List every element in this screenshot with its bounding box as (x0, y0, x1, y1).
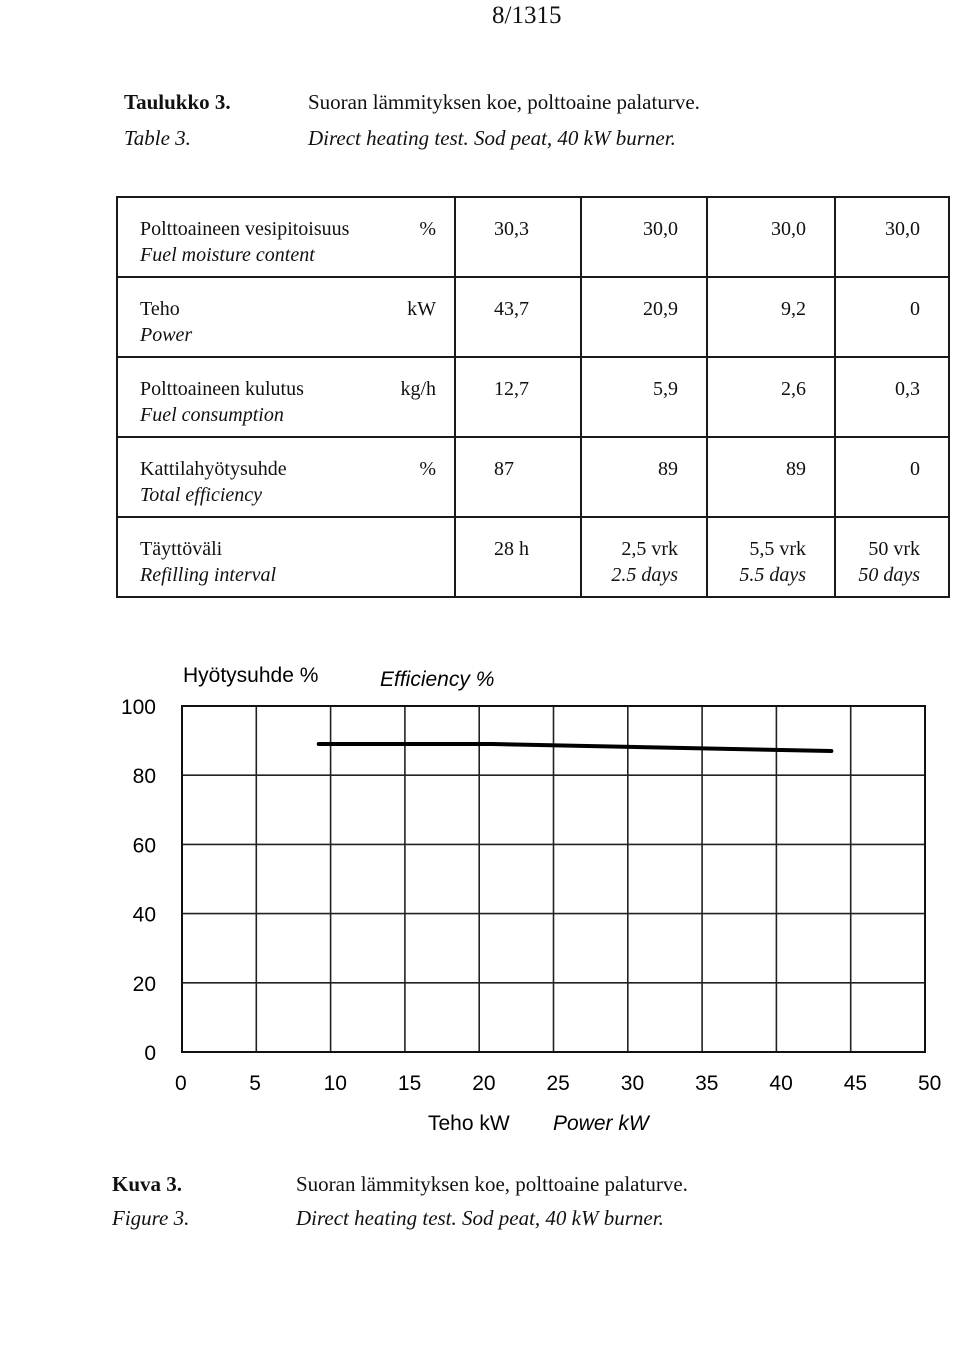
table-row (117, 357, 949, 437)
page-number: 8/1315 (492, 2, 562, 29)
figure-caption-label-en: Figure 3. (112, 1206, 190, 1230)
cell-value: 2,5 vrk (621, 538, 678, 560)
efficiency-series-line (319, 744, 832, 751)
x-tick-label: 45 (843, 1072, 868, 1095)
x-axis-label-en: Power kW (553, 1112, 649, 1135)
table-cell (707, 357, 835, 437)
table-cell (835, 197, 949, 277)
table-cell (581, 277, 707, 357)
efficiency-data-point (317, 742, 321, 746)
cell-value: 0,3 (895, 378, 920, 400)
row-label-cell (117, 437, 455, 517)
row-unit: % (419, 458, 436, 480)
row-label-fi: Polttoaineen kulutus (140, 378, 304, 400)
table-row (117, 517, 949, 597)
table-caption-text-fi: Suoran lämmityksen koe, polttoaine palaturve. (308, 90, 700, 114)
efficiency-data-point (491, 742, 495, 746)
table-cell (707, 277, 835, 357)
cell-value: 87 (494, 458, 514, 480)
cell-value: 5,9 (653, 378, 678, 400)
row-label-en: Total efficiency (140, 484, 263, 506)
table-cell (835, 517, 949, 597)
table-row (117, 197, 949, 277)
y-tick-label: 100 (120, 696, 156, 719)
y-tick-label: 40 (132, 903, 156, 927)
cell-value: 89 (786, 458, 806, 480)
x-tick-label: 15 (397, 1072, 422, 1095)
row-label-cell (117, 517, 455, 597)
x-tick-label: 30 (620, 1072, 645, 1095)
row-label-en: Fuel moisture content (140, 244, 315, 266)
x-tick-label: 0 (175, 1072, 187, 1095)
table-caption-label-en: Table 3. (124, 126, 191, 150)
x-tick-label: 50 (918, 1072, 942, 1095)
x-tick-label: 5 (249, 1072, 261, 1095)
row-label-fi: Teho (140, 298, 180, 320)
cell-value: 89 (658, 458, 678, 480)
figure-caption-text-en: Direct heating test. Sod peat, 40 kW burner. (296, 1206, 664, 1230)
row-label-cell (117, 197, 455, 277)
efficiency-data-point (829, 749, 833, 753)
row-label-cell (117, 277, 455, 357)
table-cell (835, 437, 949, 517)
chart-title-fi: Hyötysuhde % (183, 664, 319, 687)
table-cell (455, 517, 581, 597)
x-tick-label: 20 (472, 1072, 496, 1095)
table-cell (835, 277, 949, 357)
row-label-en: Refilling interval (140, 564, 277, 586)
x-tick-label: 35 (695, 1072, 719, 1095)
cell-value: 50 vrk (868, 538, 920, 560)
x-tick-label: 25 (546, 1072, 570, 1095)
data-table (116, 196, 950, 598)
table-cell (707, 197, 835, 277)
cell-value: 30,0 (643, 218, 678, 240)
cell-value-en: 2.5 days (611, 564, 678, 586)
cell-value: 30,0 (885, 218, 920, 240)
table-cell (455, 437, 581, 517)
table-cell (581, 437, 707, 517)
y-tick-label: 80 (132, 765, 156, 789)
y-tick-label: 20 (132, 972, 156, 996)
figure-caption-label-fi: Kuva 3. (112, 1172, 183, 1196)
table-cell (455, 277, 581, 357)
table-caption-text-en: Direct heating test. Sod peat, 40 kW burner. (308, 126, 676, 150)
cell-value: 30,0 (771, 218, 806, 240)
cell-value: 43,7 (494, 298, 529, 320)
cell-value: 9,2 (781, 298, 806, 320)
row-label-fi: Täyttöväli (140, 538, 223, 560)
cell-value: 30,3 (494, 218, 529, 240)
row-label-fi: Polttoaineen vesipitoisuus (140, 218, 350, 240)
x-axis-label-fi: Teho kW (428, 1112, 510, 1135)
table-cell (581, 517, 707, 597)
row-label-cell (117, 357, 455, 437)
cell-value: 5,5 vrk (749, 538, 806, 560)
row-unit: kW (407, 298, 436, 320)
row-label-fi: Kattilahyötysuhde (140, 458, 287, 480)
cell-value: 0 (910, 298, 920, 320)
chart-title-en: Efficiency % (380, 668, 495, 691)
cell-value: 28 h (494, 538, 529, 560)
table-caption-label-fi: Taulukko 3. (124, 90, 231, 114)
table-cell (455, 357, 581, 437)
table-cell (707, 437, 835, 517)
y-tick-label: 0 (144, 1042, 156, 1065)
table-cell (455, 197, 581, 277)
table-cell (835, 357, 949, 437)
cell-value: 2,6 (781, 378, 806, 400)
table-row (117, 437, 949, 517)
efficiency-chart (0, 640, 960, 1160)
row-unit: % (419, 218, 436, 240)
y-tick-label: 60 (132, 834, 156, 858)
x-tick-label: 40 (769, 1072, 793, 1095)
table-cell (581, 197, 707, 277)
chart-svg (0, 640, 960, 1160)
cell-value: 20,9 (643, 298, 678, 320)
table-cell (707, 517, 835, 597)
row-unit: kg/h (400, 378, 436, 400)
row-label-en: Power (140, 324, 193, 346)
figure-caption-text-fi: Suoran lämmityksen koe, polttoaine palaturve. (296, 1172, 688, 1196)
x-tick-label: 10 (323, 1072, 347, 1095)
cell-value: 12,7 (494, 378, 529, 400)
table-cell (581, 357, 707, 437)
cell-value: 0 (910, 458, 920, 480)
row-label-en: Fuel consumption (140, 404, 284, 426)
cell-value-en: 5.5 days (739, 564, 806, 586)
table-row (117, 277, 949, 357)
cell-value-en: 50 days (858, 564, 920, 586)
